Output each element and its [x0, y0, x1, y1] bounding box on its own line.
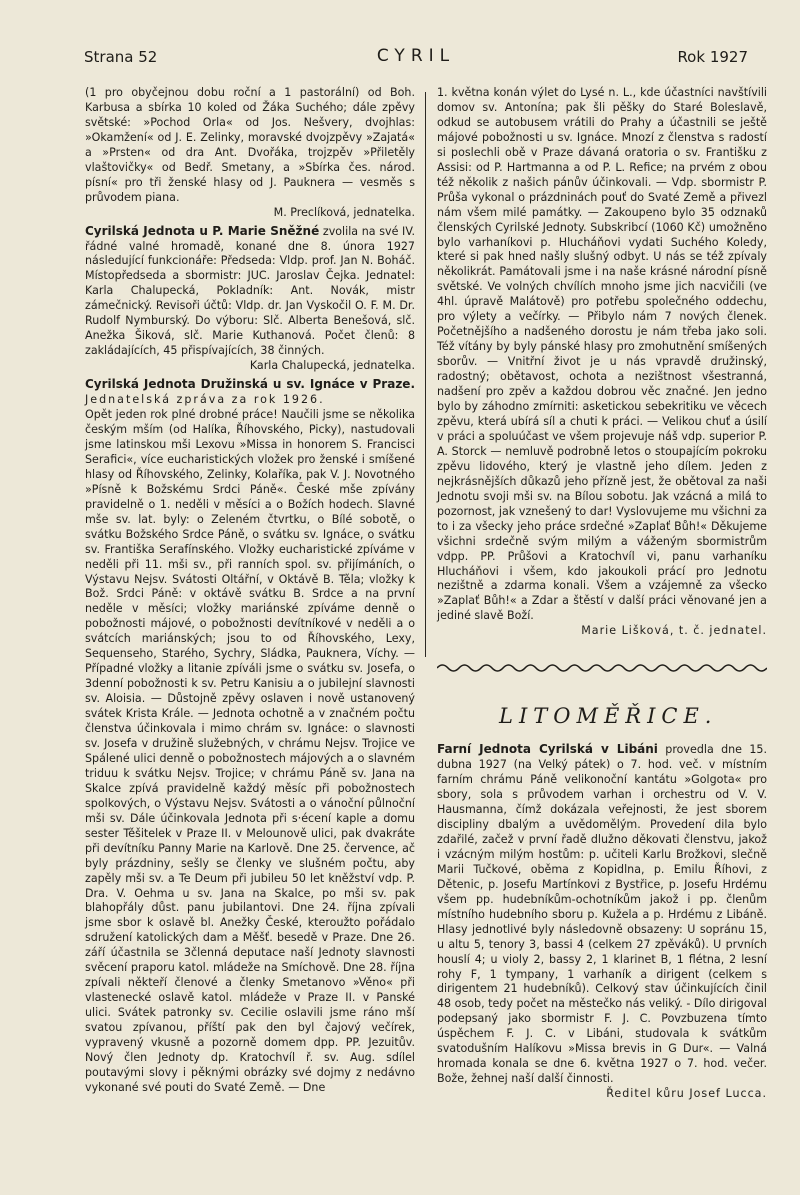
report-paragraph: 1. května konán výlet do Lysé n. L., kde účastníci navštívili domov sv. Antonína; pak šli pěšky do Staré Boleslavě, odkud se autobusem vrátili do Prahy a účastnili se ještě májové pobožnosti u sv. Ignáce. Mnozí z členstva s radostí si poslechli obě v Praze dávaná oratoria o sv. Františku z Assisi: od P. Hartmanna a od P. L. Refice; na prvém z obou též několik z našich pánův účinkovali. — Vdp. sbormistr P. Průša vykonal o prázdninách pouť do Svaté Země a přivezl nám všem milé památky. — Zakoupeno bylo 35 odznaků členských Cyrilské Jednoty. Subskribcí (1060 Kč) umožněno bylo varhaníkovi p. Hlucháňovi vydati Suchého Koledy, které si pak hned našly slušný odbyt. U nás se též zpívaly několikrát. Památovali jsme i na naše krásné národní písně světské. Ve volných chvílích mnoho jsme jich nacvičili (ve 4hl. úpravě Malátově) pro potřebu společného oddechu, pro výlety a večírky. — Přibylo nám 7 nových členek. Početnějšího a nadšeného dorostu je nám třeba jako soli. Též vítány by byly pánské hlasy pro zmohutnění smíšených sborův. — Vnitřní život je u nás vpravdě družinský, radostný; obětavost, ochota a nezištnost všestranná, nadšení pro zpěv a každou dobrou věc značné. Jen jedno bylo by záhodno zmírniti: asketickou sebekritiku ve věcech zpěvu, která ubírá síl a chuti k práci. — Velikou chuť a úsilí v práci a spoluúčast ve všem projevuje náš vdp. superior P. A. Storck — nemluvě podrobně letos o stoupajícím pokroku zpěvu lidového, který je vlastně jeho dílem. Jeden z nejkrásnějších důkazů jeho přízně jest, že obětoval za naši Jednotu svoji mši sv. na Bílou sobotu. Jak vzácná a milá to pozornost, jak vznešený to dar! Vyslovujeme mu všichni za to i za všecky jeho práce srdečné »Zaplať Bůh!« Děkujeme všichni srdečně svým milým a váženým sbormistrům vdpp. PP. Průšovi a Kratochvíl vi, panu varhaníku Hlucháňovi i všem, kdo jakoukoli prácí pro Jednotu nezištně a zdarma konali. Všem a vzájemně za všecko »Zaplať Bůh!« a Zdar a štěstí v další práci věnované jen a jediné slavě Boží.	[437, 86, 767, 623]
signature: Karla Chalupecká, jednatelka.	[249, 359, 415, 373]
signature: M. Preclíková, jednatelka.	[273, 205, 415, 219]
report-subtitle: Jednatelská zpráva za rok 1926.	[85, 393, 325, 407]
journal-title: CYRIL	[376, 46, 456, 66]
wavy-divider	[437, 661, 767, 675]
section-heading: Farní Jednota Cyrilská v Libáni	[437, 742, 658, 757]
page-number: Strana 52	[84, 48, 158, 66]
section-heading: Cyrilská Jednota Družinská u sv. Ignáce v Praze.	[85, 377, 415, 392]
page-header	[84, 44, 748, 74]
report-paragraph: Cyrilská Jednota u P. Marie Sněžné zvolila na své IV. řádné valné hromadě, konané dne 8. února 1927 následující funkcionáře: Předseda: Vldp. prof. Jan N. Boháč. Místopředseda a sbormistr: JUC. Jaroslav Čejka. Jednatel: Karla Chalupecká, Pokladník: Ant. Novák, mistr zámečnický. Revisoři účtů: Vldp. dr. Jan Vyskočil O. F. M. Dr. Rudolf Nymburský. Do výboru: Slč. Alberta Benešová, slč. Anežka Šiková, slč. Marie Kuthanová. Počet členů: 8 zakládajících, 45 přispívajících, 38 činných.	[85, 223, 416, 358]
region-title: LITOMĚŘICE.	[499, 704, 718, 729]
right-column	[437, 86, 767, 1102]
left-column	[85, 86, 415, 1096]
section-heading: Cyrilská Jednota u P. Marie Sněžné	[85, 223, 320, 238]
report-paragraph: Opět jeden rok plné drobné práce! Naučili jsme se několika českým mším (od Halíka, Říhovského, Picky), nastudovali jsme latinskou mši Lexovu »Missa in honorem S. Francisci Serafici«, více eucharistických vložek pro ženské i smíšené hlasy od Říhovského, Zelinky, Kolaříka, pak V. J. Novotného »Písně k Božskému Srdci Páně«. České mše zpívány pravidelně o 1. neděli v měsíci a o Božích hodech. Slavné mše sv. lat. byly: o Zeleném čtvrtku, o Bílé sobotě, o svátku Božského Srdce Páně, o svátku sv. Ignáce, o svátku sv. Františka Serafínského. Vložky eucharistické zpíváme v neděli při 11. mši sv., při ranních spol. sv. přijímáních, o Výstavu Nejsv. Svátosti Oltářní, v Oktávě B. Těla; vložky k Bož. Srdci Páně: v oktávě svátku B. Srdce a na první neděle v měsíci; vložky mariánské zpíváme denně o pobožnosti májové, o pobožnosti devítníkové v neděli a o svátcích mariánských; jsou to od Říhovského, Lexy, Sequenseho, Starého, Sychry, Sládka, Pauknera, Víchy. — Případné vložky a litanie zpíváli jsme o svátku sv. Josefa, o 3denní pobožnosti k sv. Petru Kanisiu a o jubilejní slavnosti sv. Aloisia. — Důstojně zpěvy oslaven i nově ustanovený svátek Krista Krále. — Jednota ochotně a v značném počtu členstva účinkovala i mimo chrám sv. Ignáce: o slavnosti sv. Josefa v družině služebných, v chrámu Nejsv. Trojice ve Spálené ulici denně o pobožnostech májových a o slavném triduu k svátku Nejsv. Trojice; v chrámu Páně sv. Jana na Skalce zpívá pravidelně každý měsíc při pobožnostech spolkových, o Výstavu Nejsv. Svátosti a o vánoční půlnoční mši sv. Dále účinkovala Jednota při s·écení kaple a domu sester Těšitelek v Praze II. v Melounově ulici, pak dvakráte při devítníku Panny Marie na Karlově. Dne 25. července, ač byly prázdniny, sešly se členky ve slušném počtu, aby zapěly mši sv. a Te Deum při jubileu 50 let kněžství vdp. P. Dra. V. Oehma u sv. Jana na Skalce, po mši sv. pak blahopřály důst. panu jubilantovi. Dne 24. října zpívali jsme sbor k oslavě bl. Anežky České, kteroužto pořádalo sdružení katolických dam a Měšť. besedě v Praze. Dne 26. září účastnila se 3členná deputace naší Jednoty slavnosti svěcení praporu katol. mládeže na Smíchově. Dne 28. října zpívali někteří členové a členky Smetanovo »Věno« při vlastenecké oslavě katol. mládeže v Praze II. v Panské ulici. Svátek patronky sv. Cecilie oslavili jsme ráno mší svatou zpívanou, příští pak den byl čajový večírek, vypravený vkusně a pozorně domem dpp. PP. Jezuitův. Nový člen Jednoty dp. Kratochvíl ř. sv. Aug. sdílel poutavými slovy i pěknými obrázky své dojmy z nedávno vykonané své pouti do Svaté Země. — Dne	[85, 408, 415, 1094]
section-heading-block	[85, 377, 415, 408]
signature: Marie Lišková, t. č. jednatel.	[581, 624, 767, 638]
year-label: Rok 1927	[677, 48, 748, 66]
signature: Ředitel kůru Josef Lucca.	[606, 1087, 767, 1101]
report-paragraph: Farní Jednota Cyrilská v Libáni provedla dne 15. dubna 1927 (na Velký pátek) o 7. hod. več. v místním farním chrámu Páně velikonoční kantátu »Golgota« pro sbory, sola s průvodem varhan i orchestru od V. V. Hausmanna, čímž dokázala veřejnosti, že jest sborem discipliny dbalým a uvědomělým. Provedení dila bylo zdařilé, začež v první řadě dlužno děkovati členstvu, jakož i vzácným milým hostům: p. učiteli Karlu Brožkovi, slečně Marii Tučkové, oběma z Kopidlna, p. Emilu Říhovi, z Dětenic, p. Josefu Martínkovi z Bystřice, p. Josefu Hrdému všem pp. hudebníkům-ochotníkům jakož i pp. členům místního hudebního sboru p. Kužela a p. Hrdému z Libáně. Hlasy jednotlivé byly následovně obsazeny: U sopránu 15, u altu 5, tenory 3, bassi 4 (celkem 27 zpěváků). U prvních houslí 4; u violy 2, bassy 2, 1 klarinet B, 1 flétna, 2 lesní rohy F, 1 tympany, 1 varhaník a dirigent (celkem s dirigentem 21 hudebníků). Celkový stav účinkujících činil 48 osob, tedy počet na městečko nás veliký. - Dílo dirigoval podepsaný jako sbormistr F. J. C. Povzbuzena tímto úspěchem F. J. C. v Libáni, studovala k svátkům svatodušním Halíkovu »Missa brevis in G Dur«. — Valná hromada konala se dne 6. května 1927 o 7. hod. večer. Bože, žehnej naší další činnosti.	[437, 742, 767, 1086]
report-paragraph: (1 pro obyčejnou dobu roční a 1 pastorální) od Boh. Karbusa a sbírka 10 koled od Žáka Suchého; dále zpěvy světské: »Pochod Orla« od Jos. Nešvery, dvojhlas: »Okamžení« od J. E. Zelinky, moravské dvojzpěvy »Zajatá« a »Prsten« od dra Ant. Dvořáka, trojzpěv »Přiletěly vlaštovičky« od Bedř. Smetany, a »Sbírka čes. národ. písní« pro tři ženské hlasy od J. Pauknera — vesměs s průvodem piana.	[85, 86, 415, 204]
column-divider	[425, 92, 426, 657]
